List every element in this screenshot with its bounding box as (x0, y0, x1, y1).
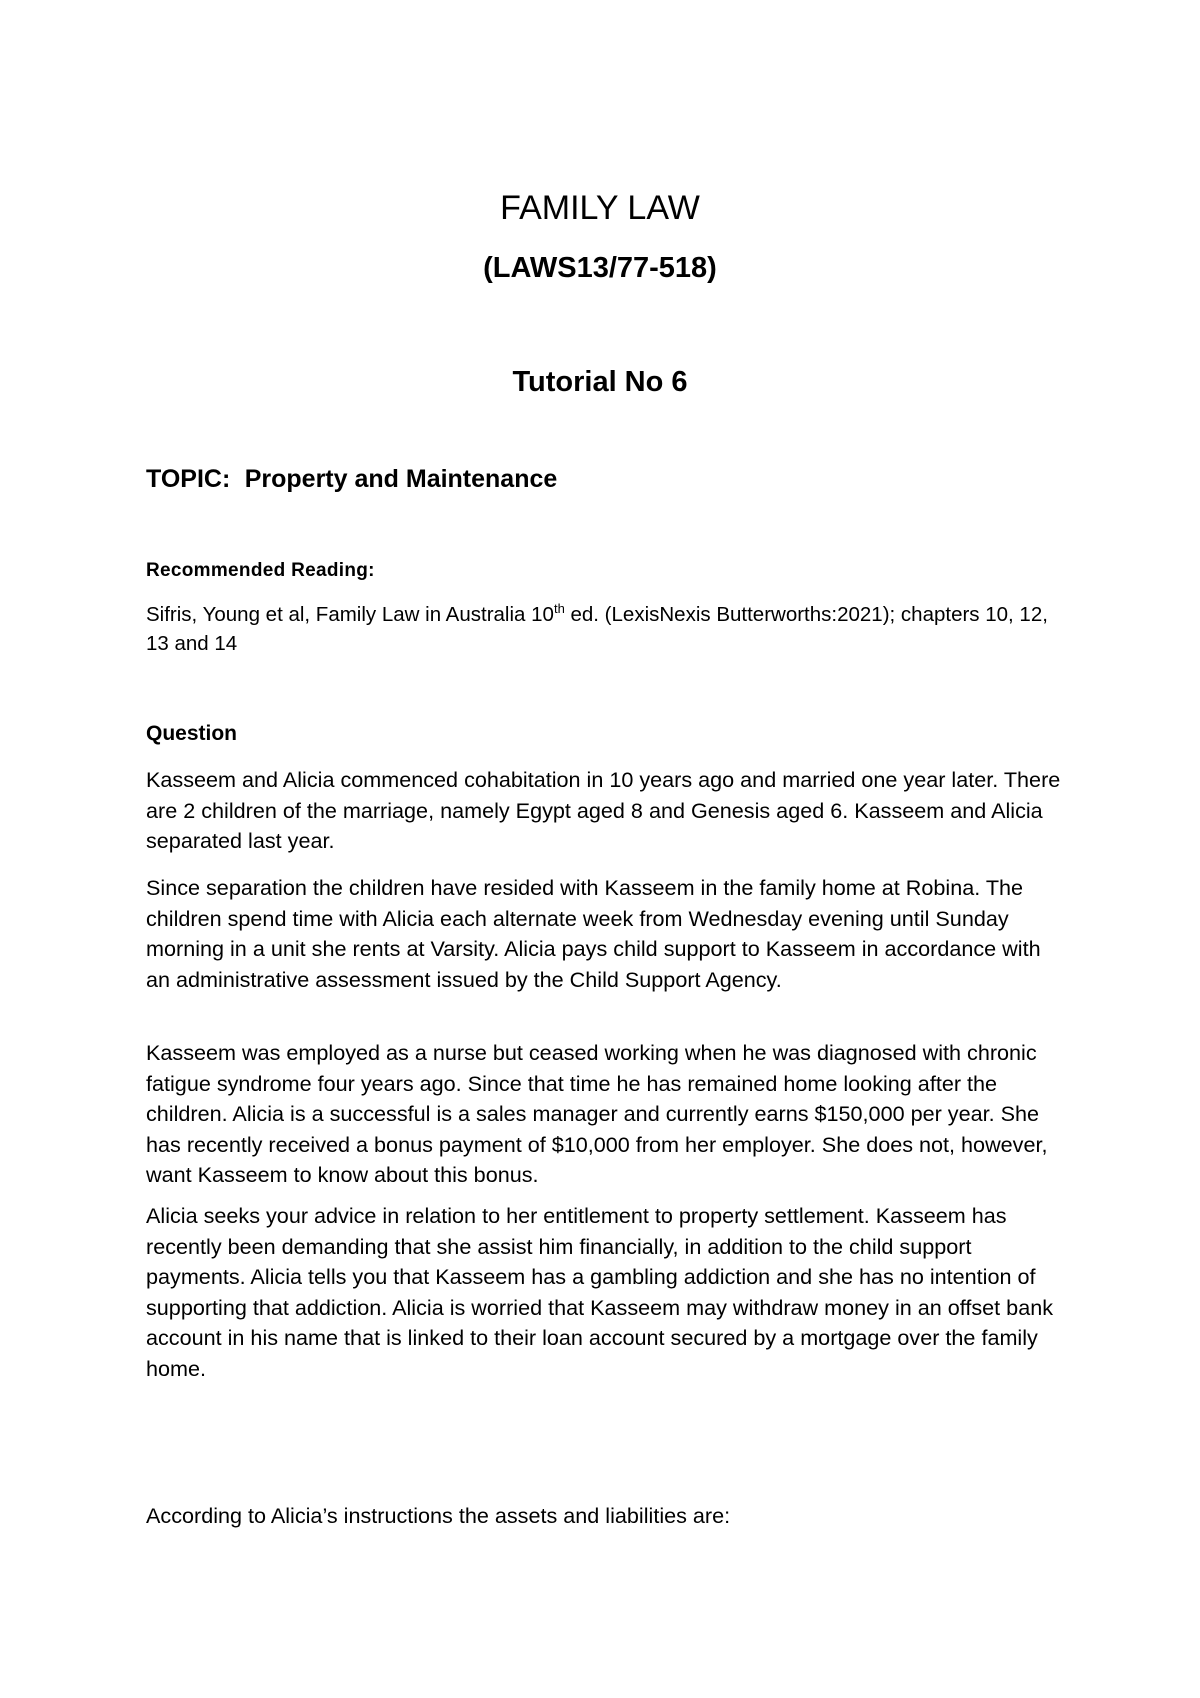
paragraph-background: Kasseem and Alicia commenced cohabitation in 10 years ago and married one year later. There are 2 children of the marriage, namely Egypt aged 8 and Genesis aged 6. Kasseem and Alicia separated last year. (146, 767, 1061, 853)
reading-superscript: th (553, 601, 565, 617)
question-heading: Question (146, 722, 238, 745)
topic-label: TOPIC: (146, 465, 231, 493)
topic-value: Property and Maintenance (244, 465, 558, 493)
paragraph-employment: Kasseem was employed as a nurse but ceased working when he was diagnosed with chronic fatigue syndrome four years ago. Since that time he has remained home looking after the children. Alicia is a successful is a sales manager and currently earns $150,000 per year. She has recently received a bonus payment of $10,000 from her employer. She does not, however, want Kasseem to know about this bonus. (146, 1040, 1048, 1187)
paragraph-assets-intro: According to Alicia’s instructions the assets and liabilities are: (146, 1503, 731, 1528)
topic-heading (146, 463, 1066, 495)
reading-text-end: ed. (LexisNexis Butterworths:2021); chapters 10, 12, 13 and 14 (146, 603, 1048, 655)
recommended-reading-text (146, 600, 1076, 658)
recommended-reading-heading: Recommended Reading: (146, 560, 375, 581)
reading-text-start: Sifris, Young et al, Family Law in Australia 10 (146, 603, 554, 626)
paragraph-advice: Alicia seeks your advice in relation to her entitlement to property settlement. Kasseem has recently been demanding that she assist him financially, in addition to the child support payments. Alicia tells you that Kasseem has a gambling addiction and she has no intention of supporting that addiction. Alicia is worried that Kasseem may withdraw money in an offset bank account in his name that is linked to their loan account secured by a mortgage over the family home. (146, 1203, 1054, 1381)
tutorial-heading: Tutorial No 6 (512, 366, 688, 398)
course-code: (LAWS13/77-518) (483, 252, 717, 284)
paragraph-separation: Since separation the children have resided with Kasseem in the family home at Robina. The children spend time with Alicia each alternate week from Wednesday evening until Sunday morning in a unit she rents at Varsity. Alicia pays child support to Kasseem in accordance with an administrative assessment issued by the Child Support Agency. (146, 875, 1041, 992)
document-title: FAMILY LAW (500, 189, 700, 227)
